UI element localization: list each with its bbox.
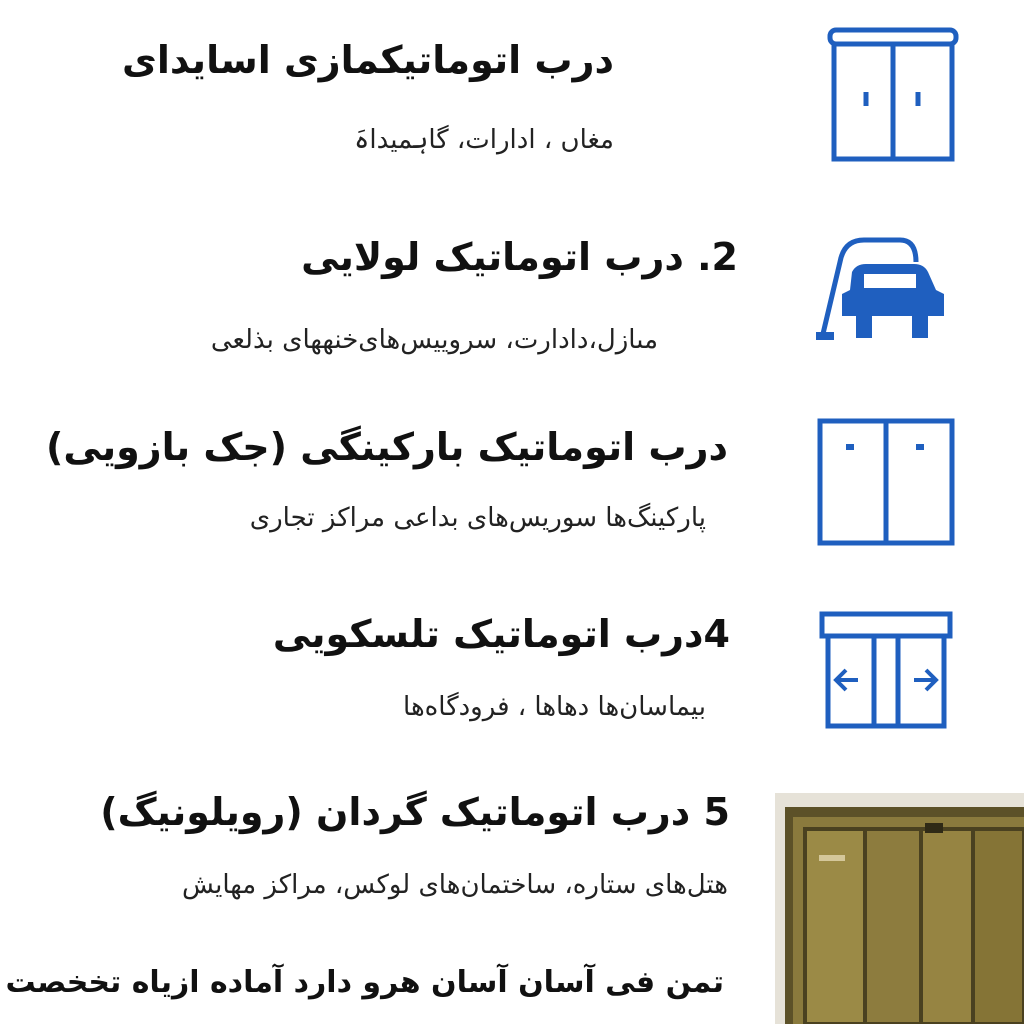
item-4-subtitle: بیماسان‌ها دهاها ، فرودگاه‌ها xyxy=(403,692,706,722)
item-2-subtitle: مںازل،دادارت، سروییس‌های‌خنهھای بذلعی xyxy=(210,325,658,355)
revolving-door-photo xyxy=(775,793,1024,1024)
item-3-title: درب اتوماتیک بارکینگی (جک بازویی) xyxy=(46,425,728,469)
sliding-door-icon xyxy=(826,26,960,164)
item-3-subtitle: پارکینگ‌ها سوریس‌های بداعی مراکز تجاری xyxy=(249,503,706,533)
item-2-title: 2. درب اتوماتیک لولایی xyxy=(301,235,738,279)
footer-text: تمن فی آسان آسان هرو دارد آماده ازیاه تخخصت xyxy=(5,965,724,1000)
telescopic-door-arrows-icon xyxy=(818,610,954,730)
item-5-subtitle: هتل‌های ستاره، ساختمان‌های لوکس، مراکز مهایش xyxy=(181,870,728,900)
item-4-title: 4درب اتوماتیک تلسکویی xyxy=(272,612,730,656)
parking-barrier-car-icon xyxy=(812,232,952,346)
item-1-title: درب اتوماتیکمازی اسایدای xyxy=(122,38,614,82)
double-door-icon xyxy=(816,417,956,547)
item-1-subtitle: مغاں ، ادارات، گاہمیداہَ xyxy=(354,125,614,155)
item-5-title: 5 درب اتوماتیک گردان (رویلونیگ) xyxy=(100,790,730,834)
